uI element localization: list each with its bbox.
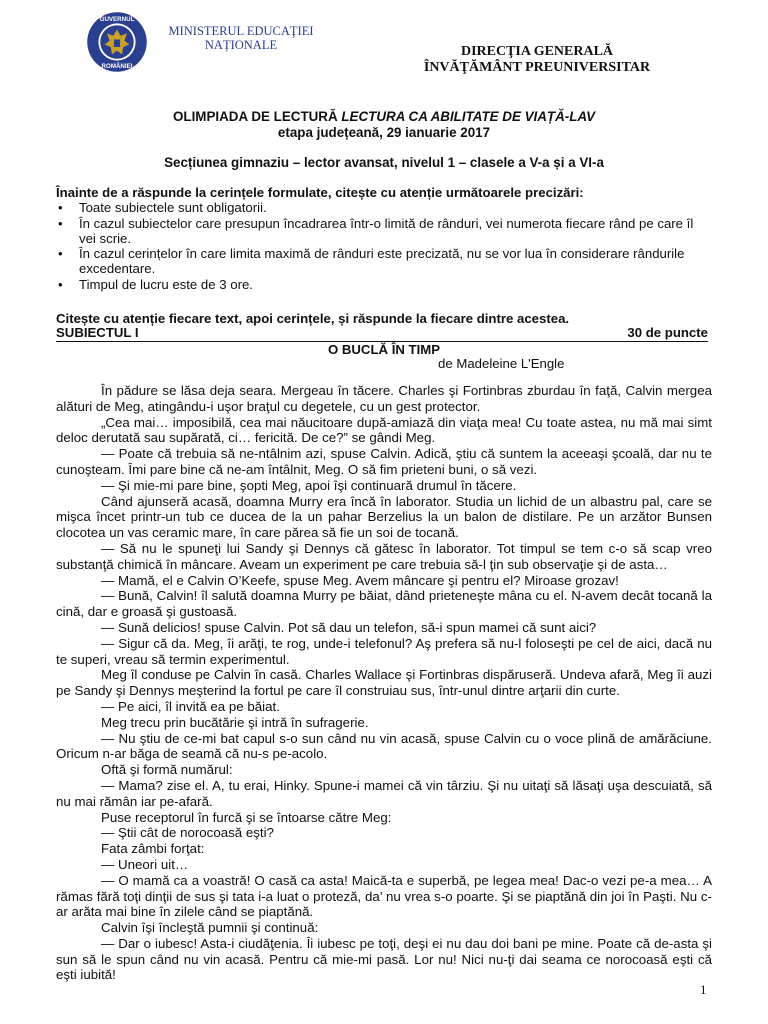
government-seal-logo	[86, 11, 148, 73]
ministry-line-2: NAȚIONALE	[204, 38, 278, 52]
story-paragraph: În pădure se lăsa deja seara. Mergeau în tăcere. Charles şi Fortinbras zburdau în faţă, Calvin mergea alături de Meg, atingându-i uşor braţul cu degetele, cu un gest protector.	[56, 383, 712, 414]
instructions-heading: Înainte de a răspunde la cerințele formulate, citește cu atenție următoarele precizări:	[56, 185, 584, 200]
olympiad-title-italic: LECTURA CA ABILITATE DE VIAȚĂ-LAV	[341, 109, 596, 124]
story-paragraph: — Dar o iubesc! Asta-i ciudăţenia. Îi iubesc pe toţi, deşi ei nu dau doi bani pe mine. Poate că de-asta şi sun să le spun când nu vin acasă. Pentru că mie-mi pasă. Lor nu! Nici nu-ţi dai seama ce norocoasă eşti că eşti iubită!	[56, 935, 712, 983]
instructions-list	[56, 200, 712, 292]
story-paragraph: — Uneori uit…	[101, 856, 189, 872]
ministry-line-1: MINISTERUL EDUCAŢIEI	[168, 24, 314, 38]
stage-date: etapa județeană, 29 ianuarie 2017	[277, 124, 491, 140]
direction-name	[392, 44, 682, 76]
page-number: 1	[700, 982, 707, 997]
story-paragraph: Meg trecu prin bucătărie şi intră în sufragerie.	[101, 714, 369, 730]
story-paragraph: — O mamă ca a voastră! O casă ca asta! Maică-ta e superbă, pe legea mea! Dac-o vezi pe-a mea… A rămas fără toţi dinţii de sus şi tata i-a luat o proteză, da’ nu vrea s-o poarte. Şi se piaptănă din joi în Paşti. Nu c-ar arăta mai bine în zilele când se piaptănă.	[56, 872, 712, 920]
story-paragraph: — Pe aici, îl invită ea pe băiat.	[101, 698, 280, 714]
story-author: de Madeleine L'Engle	[438, 356, 565, 371]
story-paragraph: Când ajunseră acasă, doamna Murry era încă în laborator. Studia un lichid de un albastru pal, care se mişca încet printr-un tub ce ducea de la un pahar Berzelius la un balon de distilare. Pe un arzător Bunsen clocotea un vas ceramic mare, în care părea să fie un soi de tocană.	[56, 493, 712, 541]
story-paragraph: — Şi mie-mi pare bine, şopti Meg, apoi îşi continuară drumul în tăcere.	[101, 477, 517, 493]
svg-text:GUVERNUL: GUVERNUL	[99, 15, 135, 23]
direction-line-1: DIRECŢIA GENERALĂ	[460, 44, 614, 59]
subject-label: SUBIECTUL I	[56, 325, 139, 340]
instruction-item: • Toate subiectele sunt obligatorii.	[56, 200, 712, 215]
instruction-item: • Timpul de lucru este de 3 ore.	[56, 277, 712, 292]
olympiad-title	[0, 109, 768, 125]
story-text	[56, 383, 712, 983]
story-paragraph: „Cea mai… imposibilă, cea mai năucitoare după-amiază din viaţa mea! Cu toate astea, nu mă mai simt deloc derutată sau supărată, ci… fericită. De ce?” se gândi Meg.	[56, 414, 712, 446]
story-paragraph: Oftă şi formă numărul:	[101, 762, 233, 778]
olympiad-title-prefix: OLIMPIADA DE LECTURĂ	[172, 109, 342, 124]
document-titles	[0, 109, 768, 171]
story-paragraph: — Mamă, el e Calvin O’Keefe, spuse Meg. Avem mâncare şi pentru el? Miroase grozav!	[101, 572, 619, 588]
story-paragraph: Fata zâmbi forţat:	[101, 841, 205, 857]
ministry-name	[166, 24, 316, 52]
story-paragraph: — Ştii cât de norocoasă eşti?	[101, 825, 274, 841]
task-instruction: Citește cu atenție fiecare text, apoi cerințele, și răspunde la fiecare dintre acestea.	[56, 311, 570, 326]
story-paragraph: — Bună, Calvin! îl salută doamna Murry pe băiat, dând prieteneşte mâna cu el. N-avem decât tocană la cină, dar e groasă şi gustoasă.	[56, 588, 712, 620]
story-title: O BUCLĂ ÎN TIMP	[327, 342, 441, 357]
story-paragraph: — Sună delicios! spuse Calvin. Pot să dau un telefon, să-i spun mamei că sunt aici?	[101, 619, 597, 635]
story-paragraph: — Să nu le spuneţi lui Sandy şi Dennys că gătesc în laborator. Tot timpul se tem c-o să scap vreo substanţă chimică în mâncare. Aveam un experiment pe care trebuia să-l ţin sub observaţie şi de asta…	[56, 540, 712, 572]
instruction-item: • În cazul subiectelor care presupun încadrarea într-o limită de rânduri, vei numerota fiecare rând pe care îl vei scrie.	[56, 216, 712, 247]
instructions-block	[56, 185, 712, 292]
direction-line-2: ÎNVĂŢĂMÂNT PREUNIVERSITAR	[423, 60, 651, 75]
story-paragraph: — Poate că trebuia să ne-ntâlnim azi, spuse Calvin. Adică, ştiu că suntem la aceeaşi şcoală, dar nu te cunoşteam. Îmi pare bine că ne-am întâlnit, Meg. O să fim prieteni buni, o să vezi.	[56, 446, 712, 477]
instruction-item: • În cazul cerințelor în care limita maximă de rânduri este precizată, nu se vor lua în considerare rândurile excedentare.	[56, 246, 712, 277]
story-paragraph: Calvin îşi încleştă pumnii şi continuă:	[101, 920, 319, 936]
subject-points: 30 de puncte	[627, 325, 708, 340]
story-paragraph: — Sigur că da. Meg, îi arăţi, te rog, unde-i telefonul? Aş prefera să nu-l foloseşti pe cel de aici, dacă nu te superi, vreau să termin experimentul.	[56, 635, 712, 667]
story-paragraph: — Nu ştiu de ce-mi bat capul s-o sun când nu vin acasă, spuse Calvin cu o voce plină de amărăciune. Oricum n-ar băga de seamă că nu-s pe-acolo.	[56, 730, 712, 762]
subject-heading-row	[56, 326, 708, 342]
story-paragraph: — Mama? zise el. A, tu erai, Hinky. Spune-i mamei că vin târziu. Şi nu uitaţi să lăsaţi uşa descuiată, să nu mai rămân iar pe-afară.	[56, 777, 712, 809]
section-title: Secțiunea gimnaziu – lector avansat, nivelul 1 – clasele a V-a și a VI-a	[164, 155, 604, 170]
svg-text:ROMÂNIEI: ROMÂNIEI	[101, 63, 133, 71]
story-paragraph: Puse receptorul în furcă şi se întoarse către Meg:	[101, 809, 392, 825]
story-paragraph: Meg îl conduse pe Calvin în casă. Charles Wallace şi Fortinbras dispăruseră. Undeva afară, Meg îi auzi pe Sandy şi Dennys meşterind la fortul pe care îl construiau sus, într-unul dintre arţarii din curte.	[56, 667, 712, 699]
page-header	[0, 0, 768, 96]
